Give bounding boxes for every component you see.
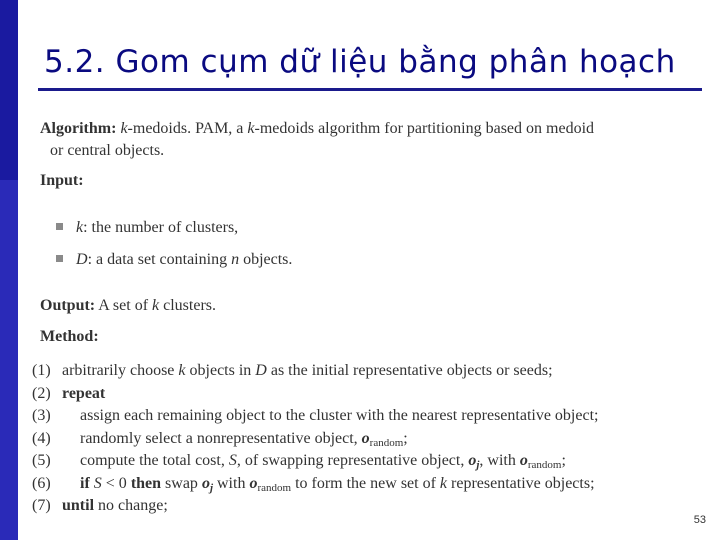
- input-item-k: k: the number of clusters,: [56, 219, 238, 237]
- output-line: Output: A set of k clusters.: [40, 297, 216, 314]
- method-step-5: (5) compute the total cost, S, of swapping representative object, $o_j$, with $o_{random}$;: [32, 452, 566, 471]
- page-number: 53: [693, 514, 706, 526]
- bullet-icon: [56, 223, 63, 230]
- method-step-7: (7) until no change;: [32, 497, 168, 514]
- title-divider: [38, 88, 702, 91]
- algorithm-name: k-medoids.: [120, 120, 192, 137]
- sidebar-bar-lower: [0, 180, 18, 540]
- algorithm-header: [40, 118, 690, 162]
- method-step-6: (6) if S < 0 then swap $o_j$ with $o_{random}$ to form the new set of k representative objects;: [32, 475, 595, 494]
- input-item-d: D: a data set containing n objects.: [56, 251, 292, 269]
- method-step-2: (2) repeat: [32, 385, 106, 402]
- method-step-1: (1) arbitrarily choose k objects in D as the initial representative objects or seeds;: [32, 362, 553, 379]
- algorithm-description: PAM, a k-medoids algorithm for partitioning based on medoid: [195, 120, 595, 137]
- method-label: Method:: [40, 328, 99, 345]
- bullet-icon: [56, 255, 63, 262]
- algorithm-description-cont: or central objects.: [50, 142, 165, 159]
- method-step-4: (4) randomly select a nonrepresentative object, $o_{random}$;: [32, 430, 408, 449]
- method-step-3: (3) assign each remaining object to the cluster with the nearest representative object;: [32, 407, 599, 424]
- algorithm-label: Algorithm:: [40, 120, 117, 137]
- slide-title: 5.2. Gom cụm dữ liệu bằng phân hoạch: [44, 44, 676, 80]
- input-label: Input:: [40, 172, 84, 189]
